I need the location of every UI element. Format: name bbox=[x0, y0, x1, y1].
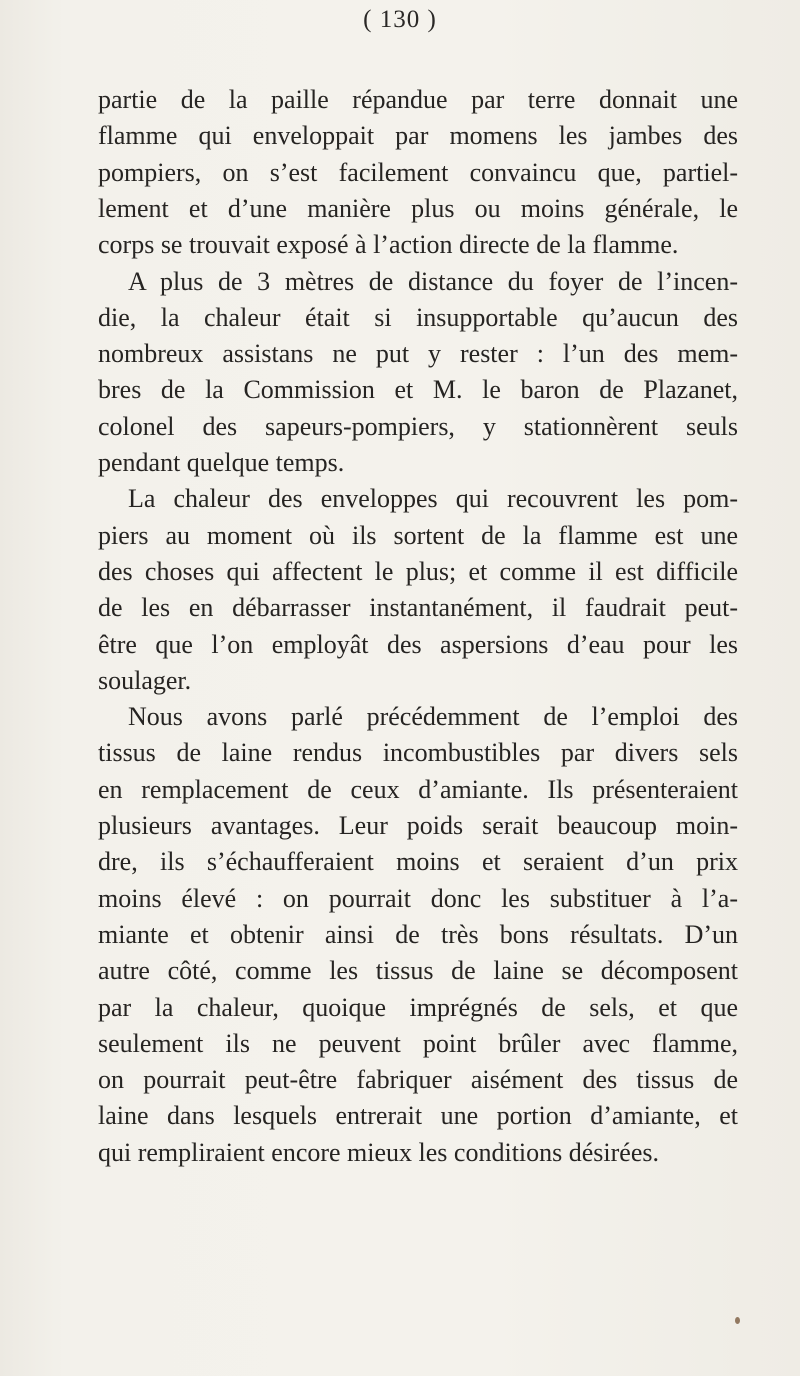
text-line: bres de la Commission et M. le baron de Plazanet, bbox=[98, 375, 738, 405]
text-line: corps se trouvait exposé à l’action directe de la flamme. bbox=[98, 230, 679, 260]
text-line: piers au moment où ils sortent de la flamme est une bbox=[98, 520, 738, 550]
text-line: de les en débarrasser instantanément, il faudrait peut- bbox=[98, 593, 738, 623]
text-line: plusieurs avantages. Leur poids serait beaucoup moin- bbox=[98, 811, 738, 840]
text-line: laine dans lesquels entrerait une portion d’amiante, et bbox=[98, 1101, 738, 1131]
text-line: dre, ils s’échaufferaient moins et seraient d’un prix bbox=[98, 847, 738, 877]
text-line: A plus de 3 mètres de distance du foyer de l’incen- bbox=[128, 266, 738, 296]
text-line: colonel des sapeurs-pompiers, y stationnèrent seuls bbox=[98, 411, 738, 441]
text-line: par la chaleur, quoique imprégnés de sels, et que bbox=[98, 992, 738, 1022]
text-line: des choses qui affectent le plus; et comme il est difficile bbox=[98, 556, 738, 586]
text-line: être que l’on employât des aspersions d’eau pour les bbox=[98, 629, 738, 659]
text-line: soulager. bbox=[98, 665, 192, 695]
text-line: en remplacement de ceux d’amiante. Ils présenteraient bbox=[98, 774, 738, 804]
text-line: lement et d’une manière plus ou moins générale, le bbox=[98, 193, 738, 223]
text-line: nombreux assistans ne put y rester : l’un des mem- bbox=[98, 339, 738, 369]
text-line: flamme qui enveloppait par momens les jambes des bbox=[98, 121, 738, 151]
text-line: pompiers, on s’est facilement convaincu que, partiel- bbox=[98, 157, 738, 187]
page-number-header: ( 130 ) bbox=[363, 6, 437, 33]
text-line: miante et obtenir ainsi de très bons résultats. D’un bbox=[98, 919, 738, 949]
text-line: partie de la paille répandue par terre donnait une bbox=[98, 85, 738, 114]
text-line: die, la chaleur était si insupportable qu’aucun des bbox=[98, 302, 738, 332]
text-line: seulement ils ne peuvent point brûler avec flamme, bbox=[98, 1028, 738, 1058]
text-line: moins élevé : on pourrait donc les substituer à l’a- bbox=[98, 883, 738, 913]
text-line: pendant quelque temps. bbox=[98, 448, 345, 477]
text-line: qui rempliraient encore mieux les conditions désirées. bbox=[98, 1137, 659, 1167]
text-line: tissus de laine rendus incombustibles par divers sels bbox=[98, 738, 738, 768]
paper-speck bbox=[735, 1317, 740, 1324]
text-line: Nous avons parlé précédemment de l’emploi des bbox=[128, 702, 738, 732]
text-line: La chaleur des enveloppes qui recouvrent les pom- bbox=[128, 484, 738, 514]
text-line: on pourrait peut-être fabriquer aisément des tissus de bbox=[98, 1065, 738, 1095]
text-line: autre côté, comme les tissus de laine se décomposent bbox=[98, 956, 738, 986]
